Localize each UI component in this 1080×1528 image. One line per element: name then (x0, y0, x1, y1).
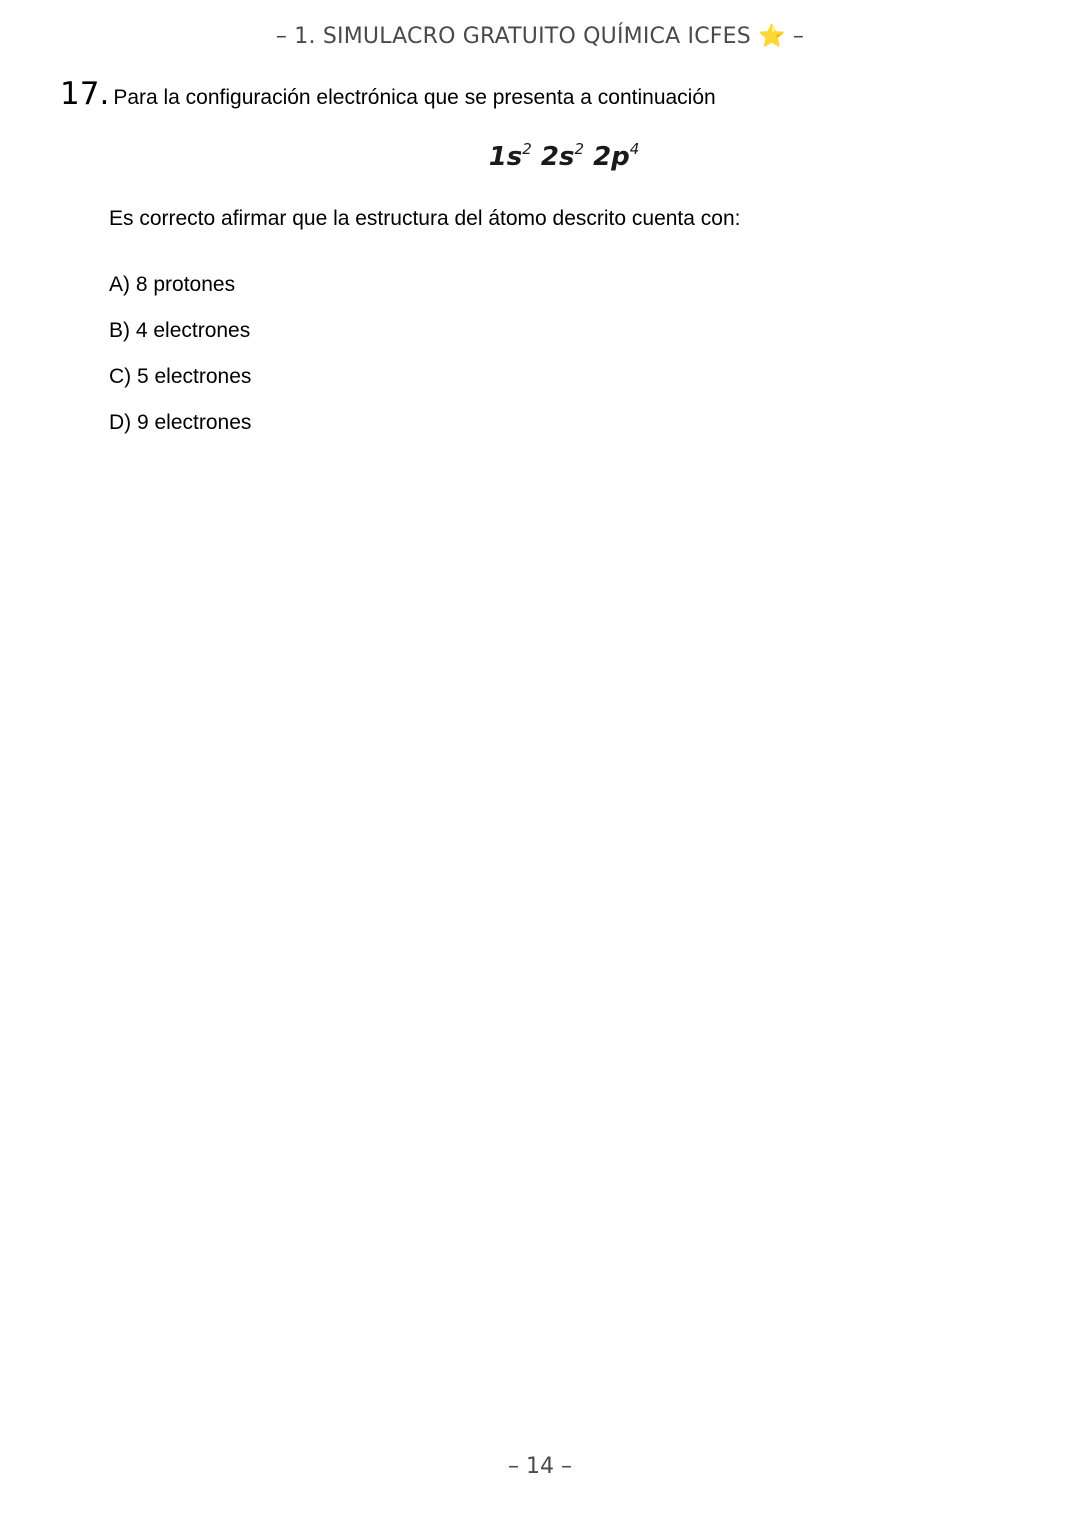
question-block (60, 74, 1020, 118)
question-prompt: Para la configuración electrónica que se presenta a continuación (113, 86, 716, 109)
answer-options (109, 270, 251, 454)
formula-term: $1s^2$ (488, 140, 532, 172)
option-d: D) 9 electrones (109, 411, 252, 434)
electron-configuration-formula (0, 140, 1080, 172)
option-b: B) 4 electrones (109, 319, 251, 342)
header-title: – 1. SIMULACRO GRATUITO QUÍMICA ICFES (275, 24, 751, 49)
question-stem: Es correcto afirmar que la estructura del átomo descrito cuenta con: (109, 207, 741, 230)
question-number: 17. (60, 76, 110, 112)
option-a: A) 8 protones (109, 273, 236, 296)
page-number: – 14 – (508, 1454, 572, 1479)
page-header (0, 24, 1080, 49)
formula-term: $2s^2$ (540, 140, 584, 172)
option-c: C) 5 electrones (109, 365, 252, 388)
formula-term: $2p^4$ (593, 140, 640, 172)
header-suffix: – (792, 24, 805, 49)
star-icon: ⭐ (758, 24, 786, 49)
